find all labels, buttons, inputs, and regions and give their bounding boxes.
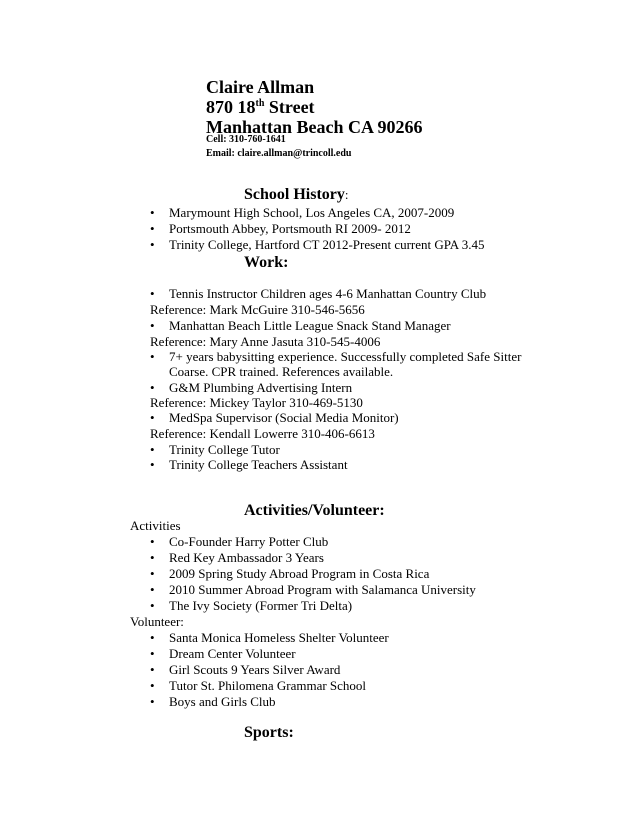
work-item: MedSpa Supervisor (Social Media Monitor) xyxy=(169,410,399,425)
work-item: 7+ years babysitting experience. Successfully completed Safe Sitter xyxy=(169,349,522,364)
volunteer-item: Tutor St. Philomena Grammar School xyxy=(169,678,367,693)
bullet-icon: • xyxy=(150,646,155,661)
volunteer-label: Volunteer: xyxy=(130,614,184,629)
city-line: Manhattan Beach CA 90266 xyxy=(206,117,423,137)
bullet-icon: • xyxy=(150,582,155,597)
bullet-icon: • xyxy=(150,318,155,333)
activity-item: Red Key Ambassador 3 Years xyxy=(169,550,324,565)
bullet-icon: • xyxy=(150,630,155,645)
cell-phone: Cell: 310-760-1641 xyxy=(206,134,286,145)
activities-volunteer-heading: Activities/Volunteer: xyxy=(244,502,385,519)
work-item: Tennis Instructor Children ages 4-6 Manhattan Country Club xyxy=(169,286,487,301)
volunteer-item: Santa Monica Homeless Shelter Volunteer xyxy=(169,630,389,645)
activities-label: Activities xyxy=(130,518,181,533)
sports-heading: Sports: xyxy=(244,724,294,741)
work-reference: Reference: Kendall Lowerre 310-406-6613 xyxy=(150,426,375,441)
school-item: Marymount High School, Los Angeles CA, 2007-2009 xyxy=(169,205,455,220)
bullet-icon: • xyxy=(150,221,155,236)
bullet-icon: • xyxy=(150,534,155,549)
activity-item: 2009 Spring Study Abroad Program in Costa Rica xyxy=(169,566,430,581)
bullet-icon: • xyxy=(150,237,155,252)
bullet-icon: • xyxy=(150,380,155,395)
activity-item: The Ivy Society (Former Tri Delta) xyxy=(169,598,353,613)
bullet-icon: • xyxy=(150,598,155,613)
work-reference: Reference: Mary Anne Jasuta 310-545-4006 xyxy=(150,334,381,349)
bullet-icon: • xyxy=(150,566,155,581)
work-heading: Work: xyxy=(244,254,289,271)
school-item: Portsmouth Abbey, Portsmouth RI 2009- 2012 xyxy=(169,221,411,236)
school-history-colon: : xyxy=(344,187,349,202)
school-history-heading-text: School History xyxy=(244,186,345,203)
bullet-icon: • xyxy=(150,662,155,677)
bullet-icon: • xyxy=(150,286,155,301)
work-item: Trinity College Tutor xyxy=(169,442,280,457)
applicant-name: Claire Allman xyxy=(206,77,315,97)
work-reference: Reference: Mickey Taylor 310-469-5130 xyxy=(150,395,363,410)
work-item: Trinity College Teachers Assistant xyxy=(169,457,348,472)
bullet-icon: • xyxy=(150,442,155,457)
bullet-icon: • xyxy=(150,550,155,565)
bullet-icon: • xyxy=(150,694,155,709)
volunteer-item: Girl Scouts 9 Years Silver Award xyxy=(169,662,341,677)
street-name: Street xyxy=(264,97,315,117)
bullet-icon: • xyxy=(150,678,155,693)
work-reference: Reference: Mark McGuire 310-546-5656 xyxy=(150,302,365,317)
bullet-icon: • xyxy=(150,410,155,425)
street-address xyxy=(206,97,315,117)
bullet-icon: • xyxy=(150,205,155,220)
school-item: Trinity College, Hartford CT 2012-Present current GPA 3.45 xyxy=(169,237,485,252)
volunteer-item: Boys and Girls Club xyxy=(169,694,276,709)
activity-item: Co-Founder Harry Potter Club xyxy=(169,534,329,549)
work-item: G&M Plumbing Advertising Intern xyxy=(169,380,353,395)
street-number: 870 18 xyxy=(206,97,256,117)
school-history-heading xyxy=(244,186,349,204)
work-item: Manhattan Beach Little League Snack Stand Manager xyxy=(169,318,451,333)
volunteer-item: Dream Center Volunteer xyxy=(169,646,296,661)
bullet-icon: • xyxy=(150,457,155,472)
work-item-continued: Coarse. CPR trained. References available. xyxy=(169,364,394,379)
bullet-icon: • xyxy=(150,349,155,364)
activity-item: 2010 Summer Abroad Program with Salamanca University xyxy=(169,582,476,597)
street-suffix: th xyxy=(255,98,265,109)
email-address: Email: claire.allman@trincoll.edu xyxy=(206,148,352,159)
